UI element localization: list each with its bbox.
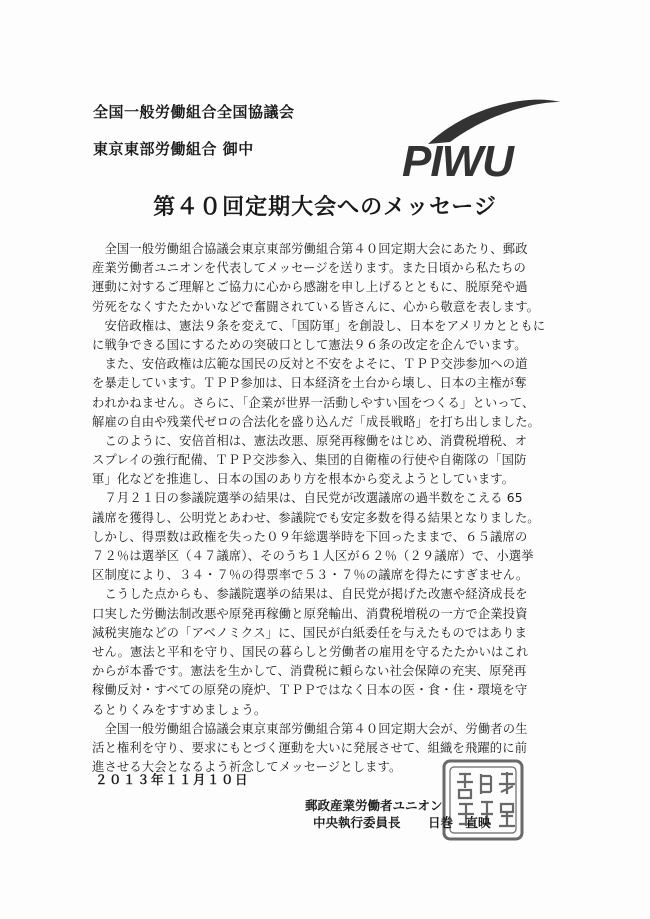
document-date: ２０１３年１１月１０日: [95, 772, 250, 787]
body-line: 稼働反対・すべての原発の廃炉、ＴＰＰではなく日本の医・食・住・環境を守: [92, 683, 528, 698]
message-body: [92, 240, 560, 777]
body-line: 全国一般労働組合協議会東京東部労働組合第４０回定期大会が、労働者の生: [92, 721, 528, 736]
body-line: を暴走しています。ＴＰＰ参加は、日本経済を土台から壊し、日本の主権が奪: [92, 376, 527, 391]
body-line: 産業労働者ユニオンを代表してメッセージを送ります。また日頃から私たちの: [92, 261, 526, 276]
body-line: 安倍政権は、憲法９条を変えて、「国防軍」を創設し、日本をアメリカとともに: [92, 318, 546, 333]
signature-name: 日巻 直映: [428, 815, 491, 830]
body-line: スプレイの強行配備、ＴＰＰ交渉参入、集団的自衛権の行使や自衛隊の「国防: [92, 453, 527, 468]
body-line: われかねません。さらに、「企業が世界一活動しやすい国をつくる」といって、: [92, 395, 535, 410]
addressee-line-1: 全国一般労働組合全国協議会: [93, 103, 295, 121]
body-line: しかし、得票数は政権を失った０９年総選挙時を下回ったままで、６５議席の: [92, 529, 528, 544]
body-line: 議席を獲得し、公明党とあわせ、参議院でも安定多数を得る結果となりました。: [92, 510, 540, 525]
addressee-line-2: 東京東部労働組合 御中: [93, 140, 254, 158]
signature-role: 中央執行委員長: [313, 815, 401, 830]
body-line: 活と権利を守り、要求にもとづく運動を大いに発展させて、組織を飛躍的に前: [92, 740, 528, 755]
body-line: ７月２１日の参議院選挙の結果は、自民党が改選議席の過半数をこえる 65: [92, 491, 523, 506]
body-line: に戦争できる国にするための突破口として憲法９６条の改定を企んでいます。: [92, 337, 527, 352]
body-line: ７２％は選挙区（４７議席）、そのうち１人区が６２％（２９議席）で、小選挙: [92, 549, 534, 563]
body-line: こうした点からも、参議院選挙の結果は、自民党が掲げた改憲や経済成長を: [92, 587, 528, 602]
body-line: 区制度により、３４・７％の得票率で５３・７％の議席を得たにすぎません。: [92, 568, 529, 583]
body-line: このように、安倍首相は、憲法改悪、原発再稼働をはじめ、消費税増税、オ: [92, 433, 528, 448]
body-line: 労死をなくすたたかいなどで奮闘されている皆さんに、心から敬意を表します。: [92, 299, 540, 314]
body-line: 口実した労働法制改悪や原発再稼働と原発輸出、消費税増税の一方で企業投資: [92, 606, 528, 621]
body-line: せん。憲法と平和を守り、国民の暮らしと労働者の雇用を守るたたかいはこれ: [92, 644, 529, 659]
signature-organization: 郵政産業労働者ユニオン: [305, 798, 443, 813]
page-title: 第４０回定期大会へのメッセージ: [153, 194, 497, 220]
body-line: 進させる大会となるよう祈念してメッセージとします。: [92, 760, 402, 775]
body-line: るとりくみをすすめましょう。: [92, 702, 267, 717]
body-line: からが本番です。憲法を生かして、消費税に頼らない社会保障の充実、原発再: [92, 664, 527, 679]
body-line: 減税実施などの「アベノミクス」に、国民が白紙委任を与えたものではありま: [92, 625, 528, 640]
body-line: 解雇の自由や残業代ゼロの合法化を盛り込んだ「成長戦略」を打ち出しました。: [92, 414, 541, 429]
logo-text: PIWU: [402, 137, 513, 186]
body-line: 軍」化などを推進し、日本の国のあり方を根本から変えようとしています。: [92, 472, 515, 487]
piwu-logo: [398, 96, 563, 186]
body-line: 全国一般労働組合協議会東京東部労働組合第４０回定期大会にあたり、郵政: [92, 242, 528, 256]
body-line: 運動に対するご理解とご協力に心から感謝を申し上げるとともに、脱原発や過: [92, 280, 528, 295]
body-line: また、安倍政権は広範な国民の反対と不安をよそに、ＴＰＰ交渉参加への道: [92, 357, 528, 372]
